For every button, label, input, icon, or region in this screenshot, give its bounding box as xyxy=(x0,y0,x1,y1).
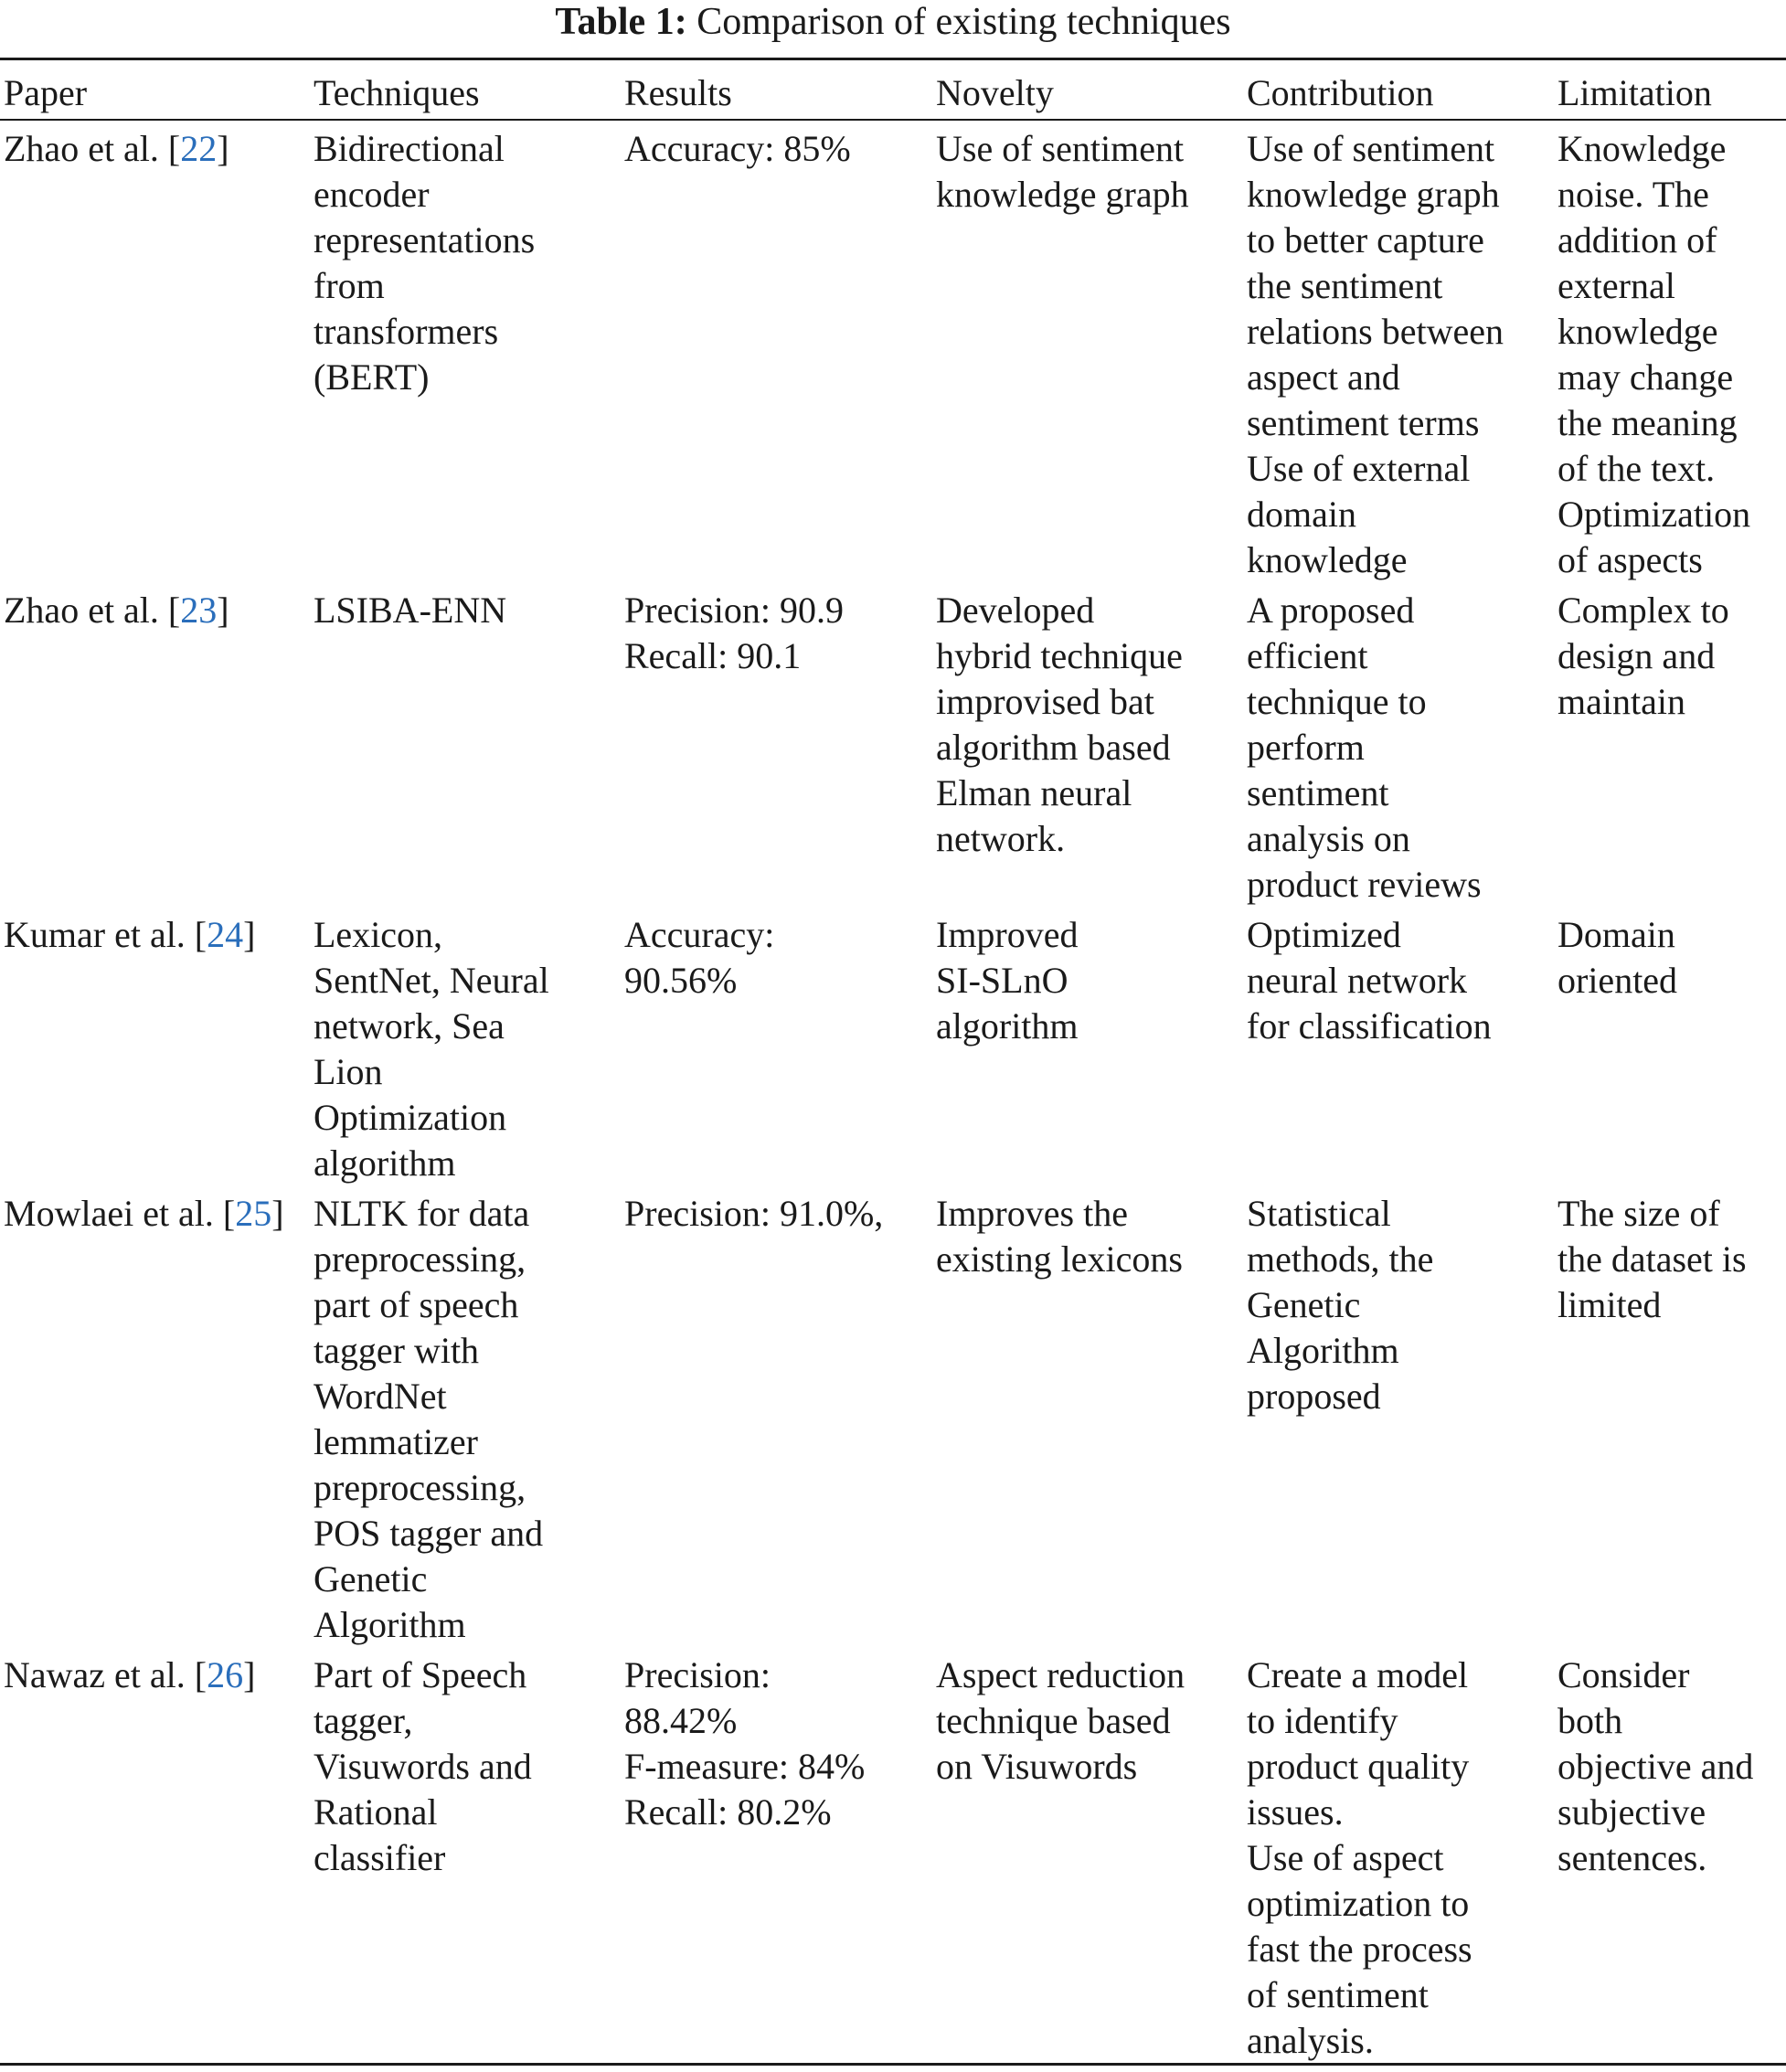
contribution-cell xyxy=(1247,1652,1472,2064)
cell-line: LSIBA-ENN xyxy=(314,590,507,631)
paper-author: Nawaz et al. [ xyxy=(4,1654,207,1695)
cell-line: Bidirectional xyxy=(314,128,505,169)
cell-line: Consider xyxy=(1557,1654,1690,1695)
cell-line: encoder xyxy=(314,174,430,215)
cell-line: maintain xyxy=(1557,681,1685,722)
citation-link[interactable]: 25 xyxy=(235,1193,272,1234)
cell-line: Improves the xyxy=(936,1193,1128,1234)
contribution-cell xyxy=(1247,912,1492,1049)
cell-line: addition of xyxy=(1557,219,1717,260)
cell-line: Improved xyxy=(936,914,1079,955)
cell-line: knowledge xyxy=(1557,311,1718,352)
cell-line: objective and xyxy=(1557,1746,1754,1787)
header-limitation: Limitation xyxy=(1557,72,1712,113)
cell-line: neural network xyxy=(1247,960,1468,1001)
cell-line: Create a model xyxy=(1247,1654,1469,1695)
techniques-cell xyxy=(314,126,535,400)
cell-line: proposed xyxy=(1247,1376,1381,1417)
cell-line: sentiment xyxy=(1247,772,1389,813)
cell-line: to better capture xyxy=(1247,219,1484,260)
cell-line: oriented xyxy=(1557,960,1678,1001)
header-techniques: Techniques xyxy=(314,72,480,113)
paper-author: Mowlaei et al. [ xyxy=(4,1193,236,1234)
results-cell xyxy=(624,588,844,679)
cell-line: knowledge xyxy=(1247,539,1408,580)
header-rule xyxy=(0,119,1786,121)
caption-label: Table 1: xyxy=(555,1,687,43)
cell-line: Aspect reduction xyxy=(936,1654,1185,1695)
cell-line: preprocessing, xyxy=(314,1238,526,1280)
cell-line: Use of sentiment xyxy=(936,128,1185,169)
cell-line: preprocessing, xyxy=(314,1467,526,1508)
cell-line: classifier xyxy=(314,1837,446,1878)
cell-line: Use of aspect xyxy=(1247,1837,1444,1878)
cell-line: technique to xyxy=(1247,681,1427,722)
cell-line: Developed xyxy=(936,590,1095,631)
cell-line: Statistical xyxy=(1247,1193,1391,1234)
cell-line: representations xyxy=(314,219,536,260)
cell-line: existing lexicons xyxy=(936,1238,1183,1280)
results-cell xyxy=(624,126,851,172)
cell-line: Use of sentiment xyxy=(1247,128,1495,169)
cell-line: the sentiment xyxy=(1247,265,1443,306)
cell-line: improvised bat xyxy=(936,681,1154,722)
cell-line: knowledge graph xyxy=(1247,174,1500,215)
cell-line: Precision: xyxy=(624,1654,771,1695)
cell-line: 90.56% xyxy=(624,960,738,1001)
cell-line: perform xyxy=(1247,727,1365,768)
cell-line: network, Sea xyxy=(314,1005,505,1047)
cell-line: methods, the xyxy=(1247,1238,1434,1280)
paper-cell xyxy=(4,1191,284,1237)
novelty-cell xyxy=(936,1652,1185,1790)
cell-line: SentNet, Neural xyxy=(314,960,549,1001)
cell-line: analysis. xyxy=(1247,2020,1374,2061)
results-cell xyxy=(624,1652,865,1835)
paper-bracket: ] xyxy=(217,128,229,169)
contribution-cell xyxy=(1247,126,1504,583)
cell-line: on Visuwords xyxy=(936,1746,1138,1787)
citation-link[interactable]: 26 xyxy=(207,1654,244,1695)
cell-line: of aspects xyxy=(1557,539,1703,580)
cell-line: Rational xyxy=(314,1791,438,1833)
cell-line: Domain xyxy=(1557,914,1675,955)
cell-line: algorithm xyxy=(936,1005,1079,1047)
cell-line: lemmatizer xyxy=(314,1421,478,1462)
cell-line: for classification xyxy=(1247,1005,1492,1047)
results-cell xyxy=(624,912,774,1004)
cell-line: SI-SLnO xyxy=(936,960,1068,1001)
limitation-cell xyxy=(1557,1652,1753,1881)
cell-line: knowledge graph xyxy=(936,174,1189,215)
paper-author: Zhao et al. [ xyxy=(4,128,181,169)
cell-line: Genetic xyxy=(314,1558,428,1599)
cell-line: Accuracy: xyxy=(624,914,775,955)
cell-line: part of speech xyxy=(314,1284,519,1325)
cell-line: Optimized xyxy=(1247,914,1401,955)
cell-line: Recall: 90.1 xyxy=(624,635,802,676)
cell-line: sentiment terms xyxy=(1247,402,1480,443)
cell-line: Visuwords and xyxy=(314,1746,532,1787)
cell-line: Knowledge xyxy=(1557,128,1727,169)
paper-author: Kumar et al. [ xyxy=(4,914,207,955)
cell-line: Part of Speech xyxy=(314,1654,527,1695)
top-rule xyxy=(0,58,1786,60)
cell-line: may change xyxy=(1557,356,1734,398)
cell-line: (BERT) xyxy=(314,356,430,398)
cell-line: both xyxy=(1557,1700,1623,1741)
header-paper: Paper xyxy=(4,72,88,113)
cell-line: product quality xyxy=(1247,1746,1470,1787)
cell-line: tagger with xyxy=(314,1330,480,1371)
novelty-cell xyxy=(936,588,1183,862)
cell-line: hybrid technique xyxy=(936,635,1183,676)
paper-bracket: ] xyxy=(217,590,229,631)
cell-line: technique based xyxy=(936,1700,1171,1741)
results-cell xyxy=(624,1191,883,1237)
cell-line: A proposed xyxy=(1247,590,1415,631)
cell-line: POS tagger and xyxy=(314,1513,544,1554)
cell-line: Lion xyxy=(314,1051,383,1092)
cell-line: F-measure: 84% xyxy=(624,1746,866,1787)
caption-text: Comparison of existing techniques xyxy=(696,1,1231,43)
paper-bracket: ] xyxy=(271,1193,284,1234)
limitation-cell xyxy=(1557,588,1729,725)
paper-bracket: ] xyxy=(243,914,256,955)
cell-line: WordNet xyxy=(314,1376,447,1417)
novelty-cell xyxy=(936,126,1189,218)
paper-cell xyxy=(4,588,229,633)
cell-line: external xyxy=(1557,265,1675,306)
table-caption xyxy=(0,0,1786,44)
paper-author: Zhao et al. [ xyxy=(4,590,181,631)
cell-line: Precision: 91.0%, xyxy=(624,1193,884,1234)
header-contribution: Contribution xyxy=(1247,72,1434,113)
cell-line: algorithm based xyxy=(936,727,1171,768)
cell-line: Genetic xyxy=(1247,1284,1361,1325)
cell-line: Lexicon, xyxy=(314,914,443,955)
cell-line: noise. The xyxy=(1557,174,1709,215)
cell-line: NLTK for data xyxy=(314,1193,530,1234)
cell-line: aspect and xyxy=(1247,356,1400,398)
techniques-cell xyxy=(314,1191,543,1648)
limitation-cell xyxy=(1557,126,1750,583)
header-results: Results xyxy=(624,72,732,113)
citation-link[interactable]: 24 xyxy=(207,914,244,955)
cell-line: the meaning xyxy=(1557,402,1738,443)
cell-line: issues. xyxy=(1247,1791,1344,1833)
cell-line: The size of xyxy=(1557,1193,1720,1234)
cell-line: Elman neural xyxy=(936,772,1132,813)
contribution-cell xyxy=(1247,1191,1433,1419)
paper-cell xyxy=(4,1652,255,1698)
cell-line: limited xyxy=(1557,1284,1662,1325)
cell-line: subjective xyxy=(1557,1791,1706,1833)
cell-line: efficient xyxy=(1247,635,1368,676)
cell-line: Algorithm xyxy=(1247,1330,1399,1371)
cell-line: Recall: 80.2% xyxy=(624,1791,832,1833)
paper-cell xyxy=(4,126,229,172)
cell-line: from xyxy=(314,265,385,306)
techniques-cell xyxy=(314,588,506,633)
novelty-cell xyxy=(936,1191,1183,1282)
cell-line: the dataset is xyxy=(1557,1238,1747,1280)
cell-line: algorithm xyxy=(314,1142,456,1184)
limitation-cell xyxy=(1557,1191,1747,1328)
citation-link[interactable]: 22 xyxy=(180,128,218,169)
cell-line: design and xyxy=(1557,635,1716,676)
cell-line: network. xyxy=(936,818,1066,859)
cell-line: to identify xyxy=(1247,1700,1398,1741)
cell-line: product reviews xyxy=(1247,864,1482,905)
cell-line: Algorithm xyxy=(314,1604,466,1645)
cell-line: transformers xyxy=(314,311,499,352)
cell-line: Precision: 90.9 xyxy=(624,590,844,631)
citation-link[interactable]: 23 xyxy=(180,590,218,631)
cell-line: of the text. xyxy=(1557,448,1716,489)
cell-line: Use of external xyxy=(1247,448,1471,489)
cell-line: sentences. xyxy=(1557,1837,1707,1878)
limitation-cell xyxy=(1557,912,1677,1004)
paper-cell xyxy=(4,912,255,958)
cell-line: tagger, xyxy=(314,1700,413,1741)
cell-line: Optimization xyxy=(1557,494,1751,535)
cell-line: domain xyxy=(1247,494,1356,535)
cell-line: of sentiment xyxy=(1247,1974,1429,2015)
contribution-cell xyxy=(1247,588,1482,908)
cell-line: 88.42% xyxy=(624,1700,738,1741)
techniques-cell xyxy=(314,1652,532,1881)
cell-line: Accuracy: 85% xyxy=(624,128,851,169)
header-novelty: Novelty xyxy=(936,72,1054,113)
techniques-cell xyxy=(314,912,549,1186)
novelty-cell xyxy=(936,912,1079,1049)
bottom-rule xyxy=(0,2063,1786,2066)
paper-bracket: ] xyxy=(243,1654,256,1695)
cell-line: Optimization xyxy=(314,1097,507,1138)
cell-line: Complex to xyxy=(1557,590,1729,631)
cell-line: relations between xyxy=(1247,311,1504,352)
cell-line: optimization to xyxy=(1247,1883,1470,1924)
cell-line: analysis on xyxy=(1247,818,1410,859)
cell-line: fast the process xyxy=(1247,1929,1472,1970)
